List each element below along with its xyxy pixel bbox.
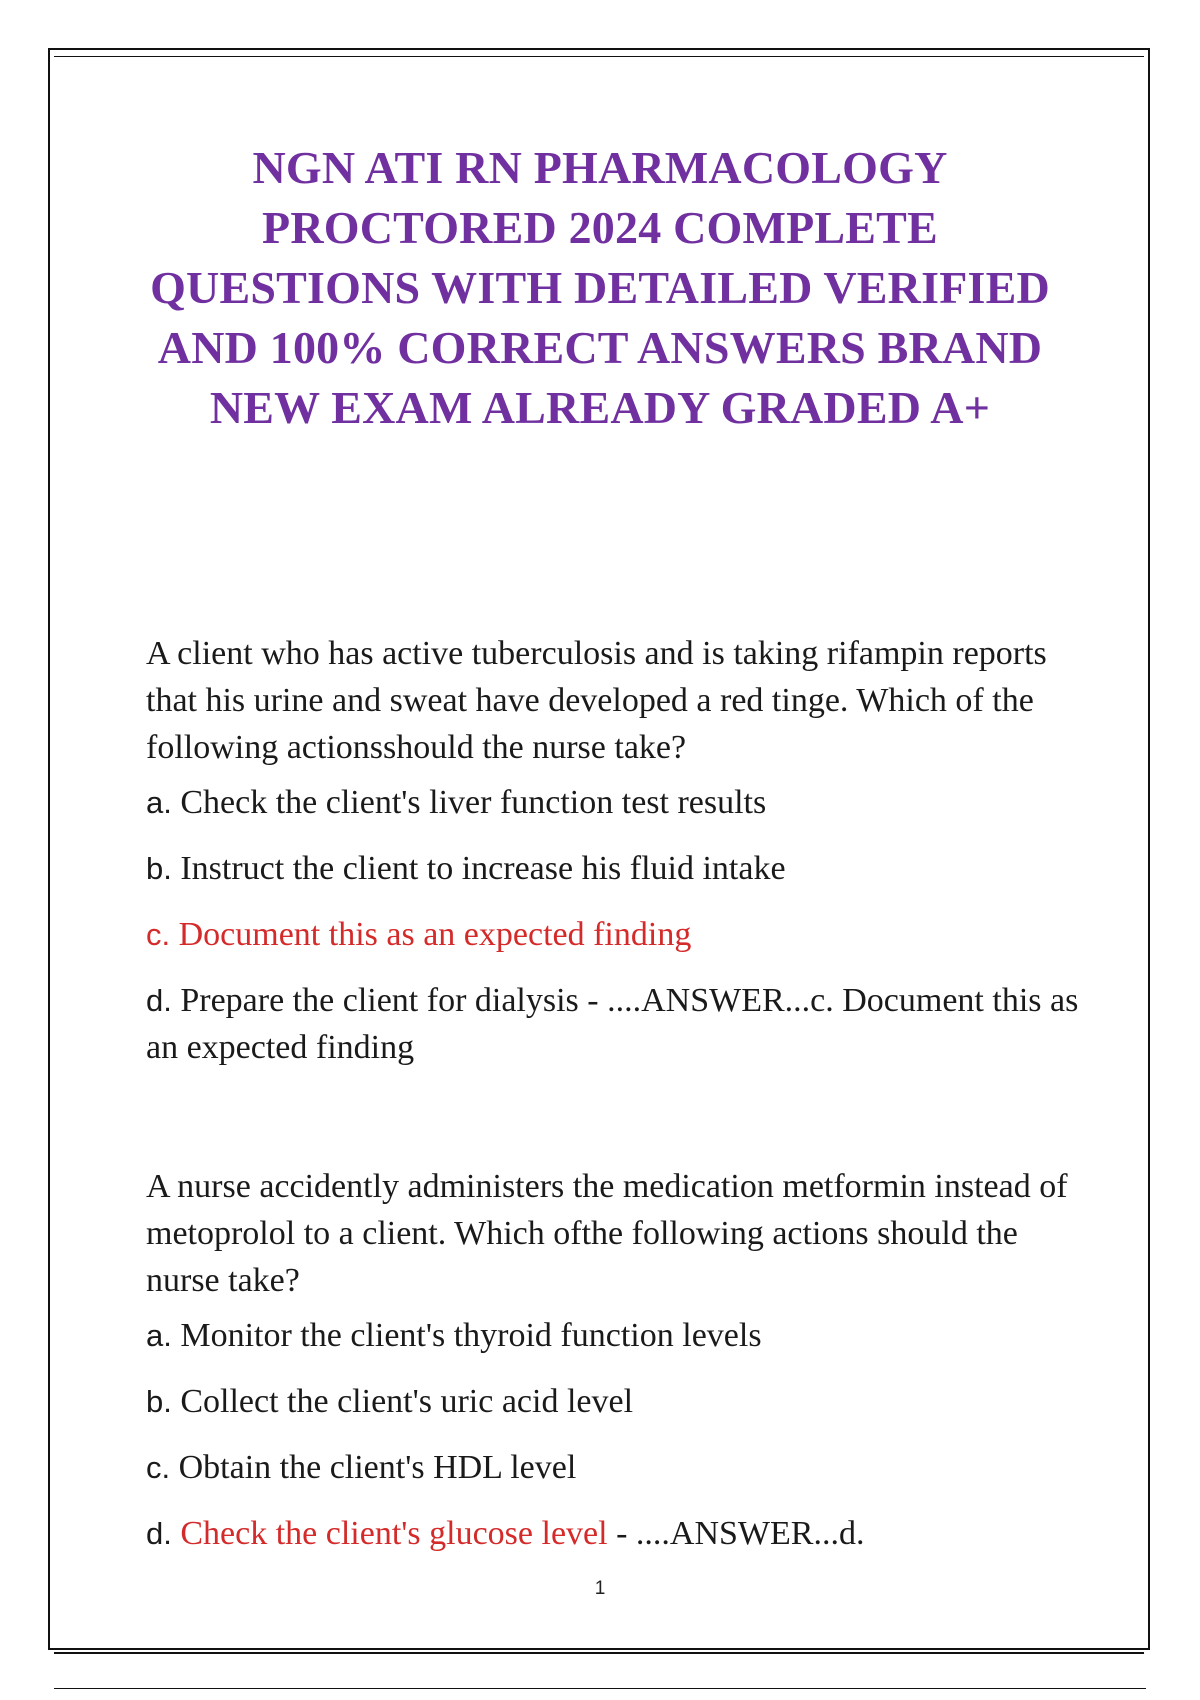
option-letter: c. <box>146 1450 171 1485</box>
option-letter: c. <box>146 917 171 952</box>
option-text: Check the client's liver function test results <box>171 784 767 821</box>
questions-content <box>146 630 1086 1557</box>
question-1-option-a <box>146 779 1086 826</box>
question-2-option-c <box>146 1444 1086 1491</box>
question-1-option-d <box>146 977 1086 1071</box>
page-number: 1 <box>594 1578 606 1599</box>
option-letter: d. <box>146 983 172 1018</box>
option-text: Instruct the client to increase his fluid intake <box>171 850 786 887</box>
option-letter: a. <box>146 785 172 820</box>
option-text-correct: Check the client's glucose level <box>171 1515 608 1552</box>
question-2-option-d <box>146 1510 1086 1557</box>
option-letter: b. <box>146 1384 172 1419</box>
option-text: Collect the client's uric acid level <box>171 1383 634 1420</box>
answer-suffix: - ....ANSWER...d. <box>607 1515 865 1552</box>
bottom-border-line <box>54 1652 1144 1654</box>
question-2-option-a <box>146 1312 1086 1359</box>
option-letter: b. <box>146 851 172 886</box>
question-2-text: A nurse accidently administers the medication metformin instead of metoprolol to a client. Which ofthe following actions should the nurse take? <box>146 1168 1068 1299</box>
question-2 <box>146 1163 1086 1557</box>
question-1-option-c-correct <box>146 911 1086 958</box>
document-title: NGN ATI RN PHARMACOLOGY PROCTORED 2024 COMPLETE QUESTIONS WITH DETAILED VERIFIED AND 100% CORRECT ANSWERS BRAND NEW EXAM ALREADY GRADED A+ <box>150 142 1050 433</box>
option-text: Document this as an expected finding <box>170 916 692 953</box>
top-border-line <box>54 56 1144 57</box>
question-1 <box>146 630 1086 1071</box>
footer-rule <box>54 1688 1146 1689</box>
option-text: Monitor the client's thyroid function levels <box>171 1317 762 1354</box>
option-letter: d. <box>146 1516 172 1551</box>
question-1-option-b <box>146 845 1086 892</box>
question-1-text: A client who has active tuberculosis and is taking rifampin reports that his urine and sweat have developed a red tinge. Which of the following actionsshould the nurse take? <box>146 635 1047 766</box>
option-text: Obtain the client's HDL level <box>170 1449 577 1486</box>
question-spacer <box>146 1071 1086 1163</box>
question-2-option-b <box>146 1378 1086 1425</box>
option-text: Prepare the client for dialysis - ....ANSWER...c. Document this as an expected finding <box>146 982 1079 1066</box>
option-letter: a. <box>146 1318 172 1353</box>
